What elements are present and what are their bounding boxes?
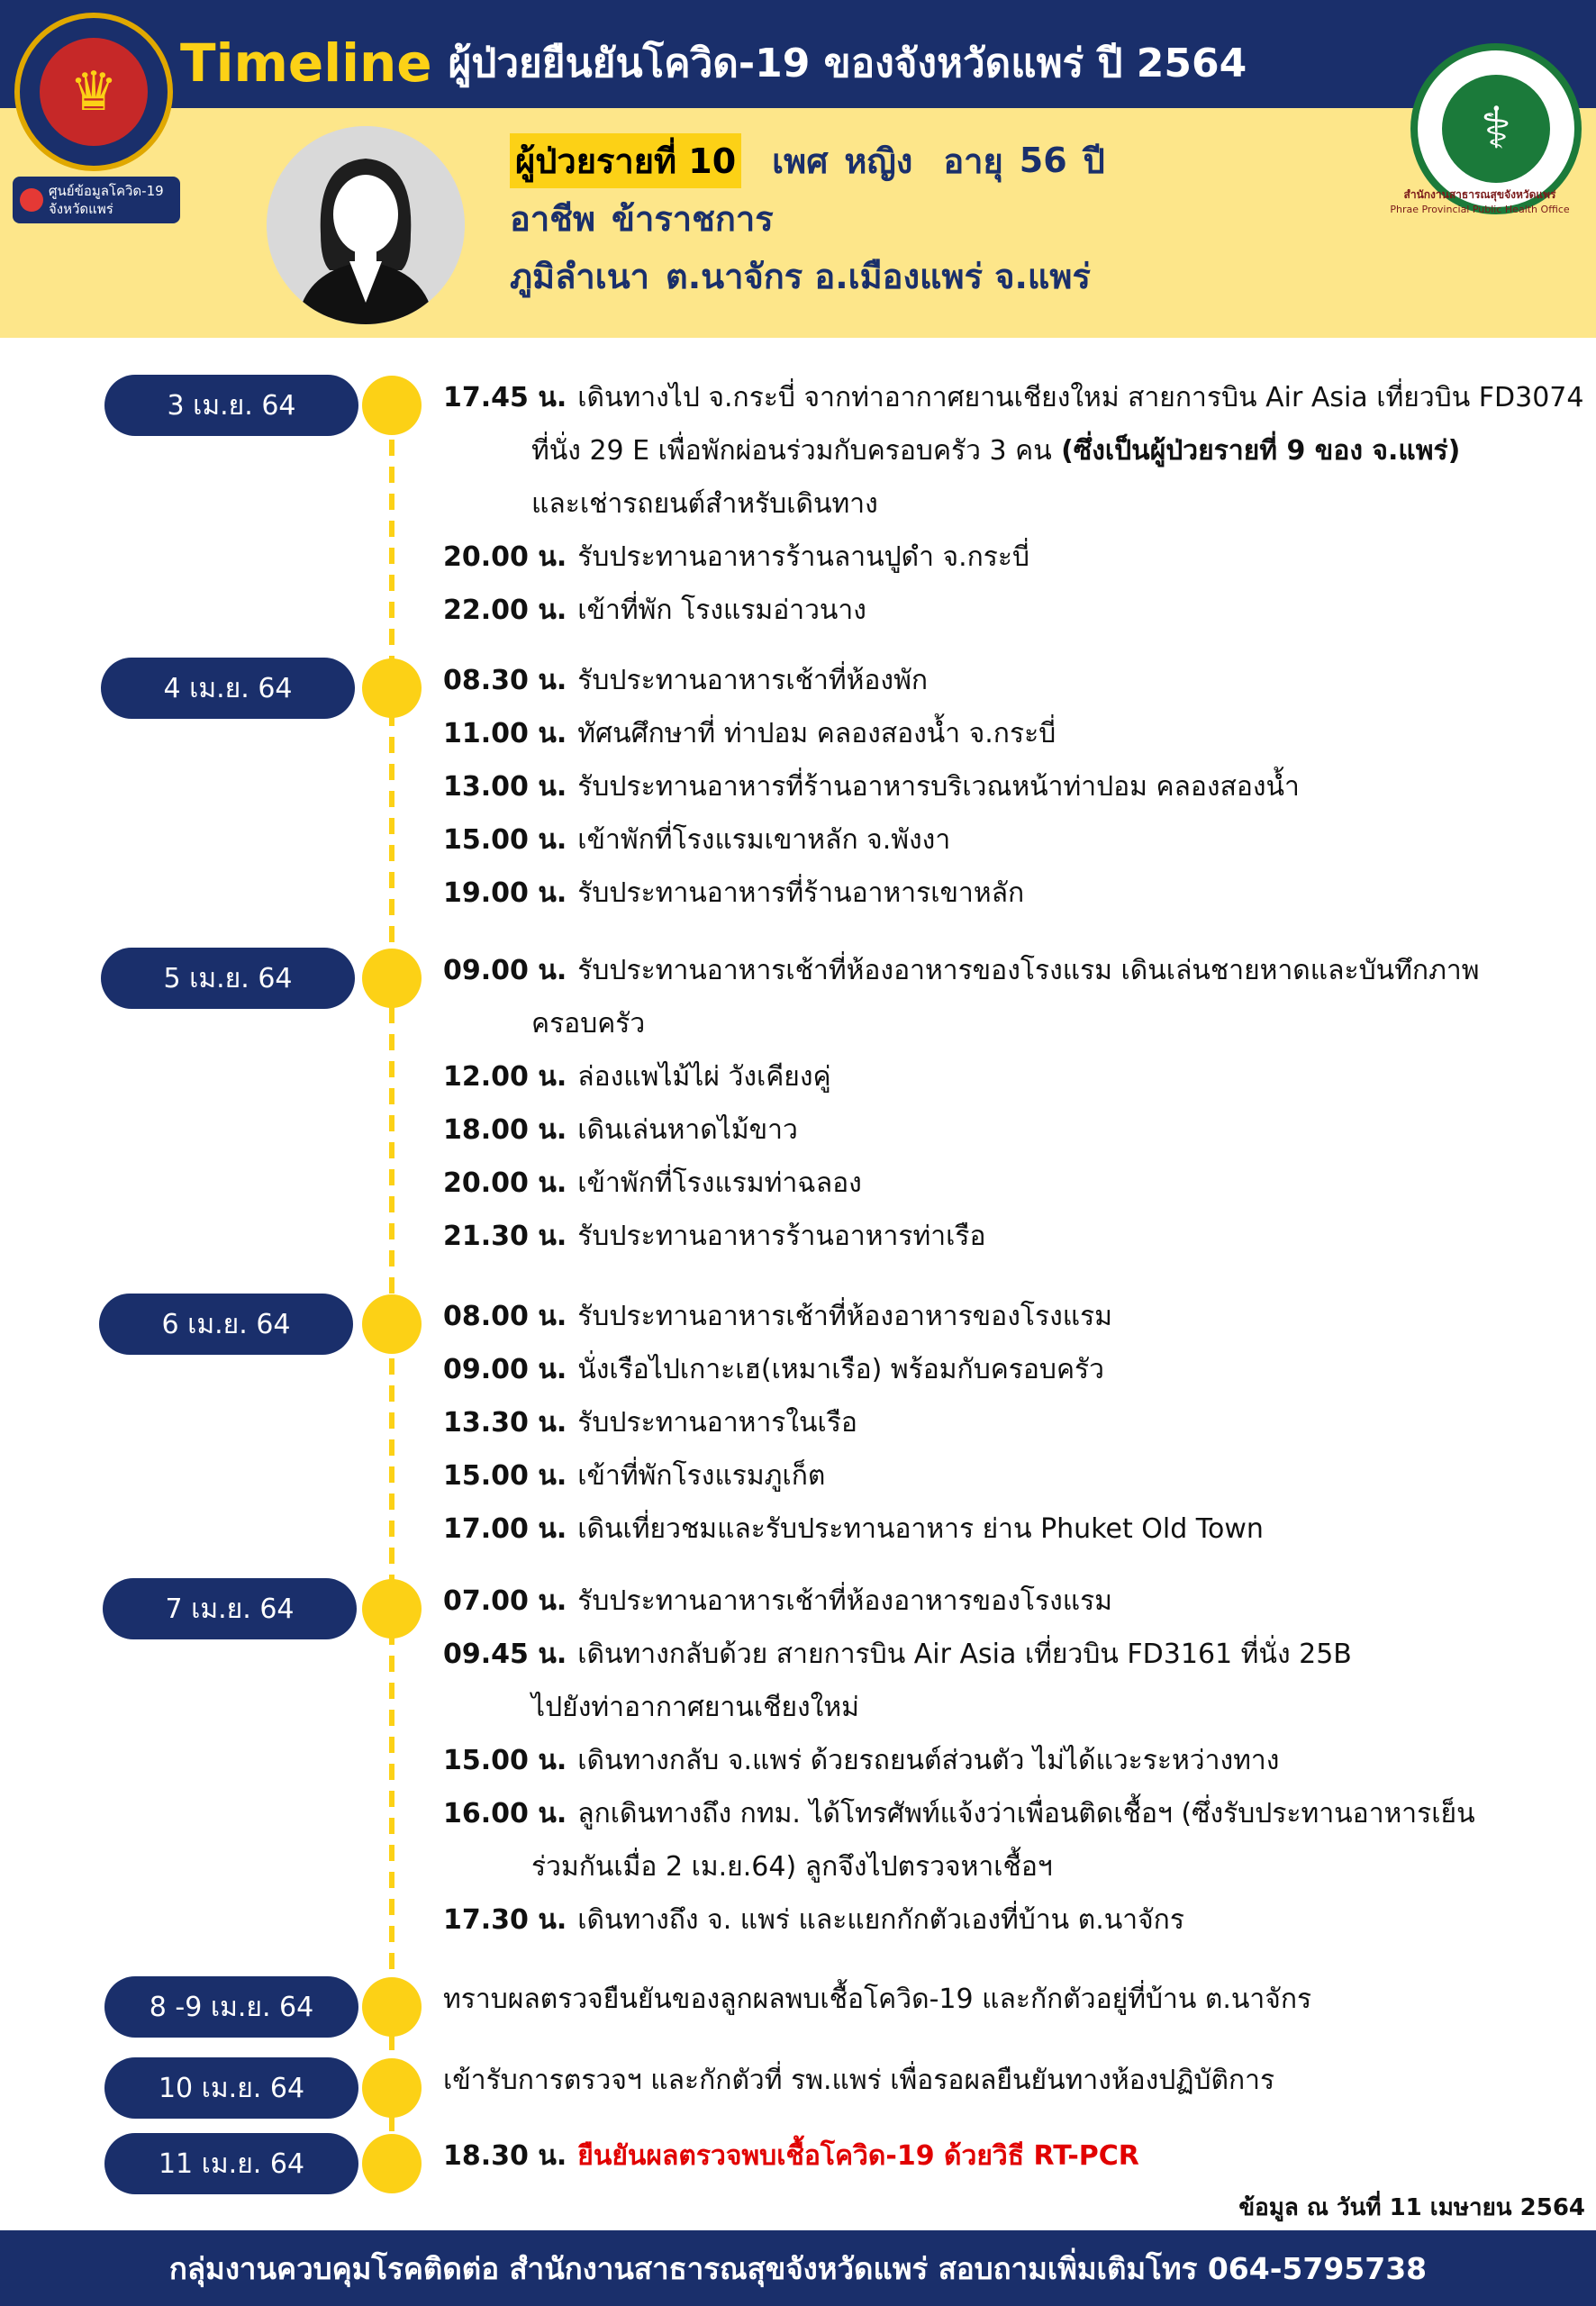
timeline-event xyxy=(443,1743,1279,1779)
event-text: รับประทานอาหารร้านลานปูดำ จ.กระบี่ xyxy=(577,541,1030,573)
event-text: เข้ารับการตรวจฯ และกักตัวที่ รพ.แพร่ เพื่อรอผลยืนยันทางห้องปฏิบัติการ xyxy=(443,2065,1275,2096)
event-text: รับประทานอาหารเช้าที่ห้องอาหารของโรงแรม เดินเล่นชายหาดและบันทึกภาพ xyxy=(577,955,1480,986)
age-value: 56 xyxy=(1019,141,1067,180)
footer-contact: กลุ่มงานควบคุมโรคติดต่อ สำนักงานสาธารณสุขจังหวัดแพร่ สอบถามเพิ่มเติมโทร 064-5795738 xyxy=(0,2230,1596,2306)
event-text: เดินทางกลับ จ.แพร่ ด้วยรถยนต์ส่วนตัว ไม่ได้แวะระหว่างทาง xyxy=(577,1745,1280,1776)
timeline-event xyxy=(443,1796,1475,1832)
timeline-event xyxy=(443,953,1480,989)
home-label: ภูมิลำเนา xyxy=(510,256,650,296)
timeline-event xyxy=(443,663,928,699)
event-text: ที่นั่ง 29 E เพื่อพักผ่อนร่วมกับครอบครัว 3 คน xyxy=(531,435,1052,467)
date-pill: 10 เม.ย. 64 xyxy=(104,2057,358,2119)
event-text: รับประทานอาหารที่ร้านอาหารเขาหลัก xyxy=(577,877,1025,909)
timeline-event xyxy=(531,433,1460,469)
event-time: 21.30 น. xyxy=(443,1221,567,1252)
date-pill: 4 เม.ย. 64 xyxy=(101,658,355,719)
event-time: 08.00 น. xyxy=(443,1301,567,1332)
event-time: 22.00 น. xyxy=(443,595,567,626)
timeline-event xyxy=(443,1112,798,1148)
title-highlight: Timeline xyxy=(180,32,432,94)
age-label: อายุ xyxy=(943,141,1003,181)
timeline-event xyxy=(443,1637,1352,1673)
covid-badge-label: ศูนย์ข้อมูลโควิด-19 จังหวัดแพร่ xyxy=(49,183,164,217)
event-text: รับประทานอาหารในเรือ xyxy=(577,1407,857,1439)
event-time: 17.45 น. xyxy=(443,382,567,413)
patient-info xyxy=(510,132,1320,304)
timeline-event xyxy=(443,2138,1139,2174)
timeline-event xyxy=(443,2063,1274,2099)
timeline-node-icon xyxy=(362,2134,422,2193)
date-pill: 6 เม.ย. 64 xyxy=(99,1294,353,1355)
timeline-event xyxy=(443,1299,1112,1335)
event-text: ล่องแพไม้ไผ่ วังเคียงคู่ xyxy=(577,1061,831,1093)
event-time: 15.00 น. xyxy=(443,824,567,856)
date-pill: 7 เม.ย. 64 xyxy=(103,1578,357,1639)
job-value: ข้าราชการ xyxy=(612,198,774,239)
event-time: 15.00 น. xyxy=(443,1460,567,1492)
event-time: 13.00 น. xyxy=(443,771,567,803)
timeline-event xyxy=(531,486,878,522)
event-time: 08.30 น. xyxy=(443,665,567,696)
event-time: 17.00 น. xyxy=(443,1513,567,1545)
timeline-event xyxy=(531,1690,859,1726)
event-time: 11.00 น. xyxy=(443,718,567,749)
timeline-event xyxy=(443,540,1029,576)
timeline-event xyxy=(531,1849,1053,1885)
timeline-event xyxy=(443,1902,1184,1938)
timeline-event xyxy=(443,769,1300,805)
timeline-event xyxy=(443,876,1024,912)
job-label: อาชีพ xyxy=(510,198,595,239)
caduceus-icon: ⚕ xyxy=(1442,75,1550,183)
event-text: รับประทานอาหารร้านอาหารท่าเรือ xyxy=(577,1221,986,1252)
patient-line-2 xyxy=(510,189,1320,247)
event-text: รับประทานอาหารเช้าที่ห้องพัก xyxy=(577,665,929,696)
event-text: ทัศนศึกษาที่ ท่าปอม คลองสองน้ำ จ.กระบี่ xyxy=(577,718,1056,749)
province-seal-logo xyxy=(14,13,173,171)
timeline-event xyxy=(443,1166,862,1202)
event-text: เดินทางไป จ.กระบี่ จากท่าอากาศยานเชียงใหม่ สายการบิน Air Asia เที่ยวบิน FD3074 xyxy=(577,382,1584,413)
patient-line-3 xyxy=(510,247,1320,304)
timeline-event xyxy=(443,1059,831,1095)
page-title xyxy=(180,27,1423,99)
event-text: รับประทานอาหารเช้าที่ห้องอาหารของโรงแรม xyxy=(577,1585,1112,1617)
timeline-node-icon xyxy=(362,376,422,435)
event-time: 09.00 น. xyxy=(443,955,567,986)
date-pill: 11 เม.ย. 64 xyxy=(104,2133,358,2194)
timeline-event xyxy=(443,1982,1311,2018)
timeline-event xyxy=(443,1352,1104,1388)
event-text: เข้าที่พัก โรงแรมอ่าวนาง xyxy=(577,595,866,626)
event-time: 17.30 น. xyxy=(443,1904,567,1936)
event-time: 13.30 น. xyxy=(443,1407,567,1439)
timeline-event xyxy=(443,1405,857,1441)
date-pill: 3 เม.ย. 64 xyxy=(104,375,358,436)
event-text: เข้าพักที่โรงแรมเขาหลัก จ.พังงา xyxy=(577,824,951,856)
confirmed-result: ยืนยันผลตรวจพบเชื้อโควิด-19 ด้วยวิธี RT-PCR xyxy=(577,2140,1139,2172)
case-number: ผู้ป่วยรายที่ 10 xyxy=(510,133,741,188)
event-text: ไปยังท่าอากาศยานเชียงใหม่ xyxy=(531,1692,859,1723)
event-text: รับประทานอาหารเช้าที่ห้องอาหารของโรงแรม xyxy=(577,1301,1112,1332)
event-text: นั่งเรือไปเกาะเฮ(เหมาเรือ) พร้อมกับครอบครัว xyxy=(577,1354,1105,1385)
event-text: เดินเที่ยวชมและรับประทานอาหาร ย่าน Phuket Old Town xyxy=(577,1513,1264,1545)
date-pill: 5 เม.ย. 64 xyxy=(101,948,355,1009)
timeline-node-icon xyxy=(362,949,422,1008)
event-text: เดินทางกลับด้วย สายการบิน Air Asia เที่ยวบิน FD3161 ที่นั่ง 25B xyxy=(577,1639,1352,1670)
event-time: 07.00 น. xyxy=(443,1585,567,1617)
event-text: ร่วมกันเมื่อ 2 เม.ย.64) ลูกจึงไปตรวจหาเชื้อฯ xyxy=(531,1851,1053,1883)
event-time: 20.00 น. xyxy=(443,1167,567,1199)
timeline-event xyxy=(443,822,950,858)
timeline-node-icon xyxy=(362,1294,422,1354)
timeline-event xyxy=(443,593,866,629)
office-name-en: Phrae Provincial Public Health Office xyxy=(1390,204,1570,215)
event-time: 12.00 น. xyxy=(443,1061,567,1093)
timeline-node-icon xyxy=(362,2058,422,2118)
sex-label: เพศ xyxy=(772,141,829,181)
female-avatar-icon xyxy=(267,126,465,324)
sex-value: หญิง xyxy=(844,141,913,181)
virus-icon xyxy=(20,188,43,212)
timeline-event xyxy=(443,1219,985,1255)
timeline-event xyxy=(443,716,1056,752)
title-text: ผู้ป่วยยืนยันโควิด-19 ของจังหวัดแพร่ ปี 2564 xyxy=(448,41,1247,86)
timeline-event xyxy=(443,1584,1112,1620)
seal-emblem-icon: ♛ xyxy=(40,38,148,146)
event-time: 15.00 น. xyxy=(443,1745,567,1776)
event-text: รับประทานอาหารที่ร้านอาหารบริเวณหน้าท่าปอม คลองสองน้ำ xyxy=(577,771,1300,803)
event-text: เดินทางถึง จ. แพร่ และแยกกักตัวเองที่บ้าน ต.นาจักร xyxy=(577,1904,1184,1936)
timeline-event xyxy=(531,1006,645,1042)
event-text: เดินเล่นหาดไม้ขาว xyxy=(577,1114,798,1146)
event-text: ทราบผลตรวจยืนยันของลูกผลพบเชื้อโควิด-19 และกักตัวอยู่ที่บ้าน ต.นาจักร xyxy=(443,1984,1312,2015)
event-time: 09.00 น. xyxy=(443,1354,567,1385)
age-unit: ปี xyxy=(1083,141,1105,181)
patient-line-1 xyxy=(510,132,1320,189)
event-time: 18.00 น. xyxy=(443,1114,567,1146)
data-date-note: ข้อมูล ณ วันที่ 11 เมษายน 2564 xyxy=(1238,2194,1585,2221)
date-pill: 8 -9 เม.ย. 64 xyxy=(104,1976,358,2038)
event-time: 09.45 น. xyxy=(443,1639,567,1670)
event-text: เข้าที่พักโรงแรมภูเก็ต xyxy=(577,1460,826,1492)
event-time: 16.00 น. xyxy=(443,1798,567,1829)
timeline-event xyxy=(443,380,1583,416)
timeline-node-icon xyxy=(362,658,422,718)
event-text: ลูกเดินทางถึง กทม. ได้โทรศัพท์แจ้งว่าเพื่อนติดเชื้อฯ (ซึ่งรับประทานอาหารเย็น xyxy=(577,1798,1475,1829)
covid-center-badge xyxy=(13,177,180,223)
event-note: (ซึ่งเป็นผู้ป่วยรายที่ 9 ของ จ.แพร่) xyxy=(1051,435,1461,467)
patient-avatar xyxy=(267,126,465,324)
timeline-node-icon xyxy=(362,1977,422,2037)
event-text: ครอบครัว xyxy=(531,1008,646,1040)
event-time: 19.00 น. xyxy=(443,877,567,909)
event-time: 18.30 น. xyxy=(443,2140,567,2172)
timeline-event xyxy=(443,1458,825,1494)
event-text: และเช่ารถยนต์สำหรับเดินทาง xyxy=(531,488,878,520)
timeline-event xyxy=(443,1512,1264,1548)
office-name-th: สำนักงานสาธารณสุขจังหวัดแพร่ xyxy=(1403,188,1556,201)
timeline-node-icon xyxy=(362,1579,422,1639)
home-value: ต.นาจักร อ.เมืองแพร่ จ.แพร่ xyxy=(666,256,1091,296)
event-text: เข้าพักที่โรงแรมท่าฉลอง xyxy=(577,1167,862,1199)
event-time: 20.00 น. xyxy=(443,541,567,573)
